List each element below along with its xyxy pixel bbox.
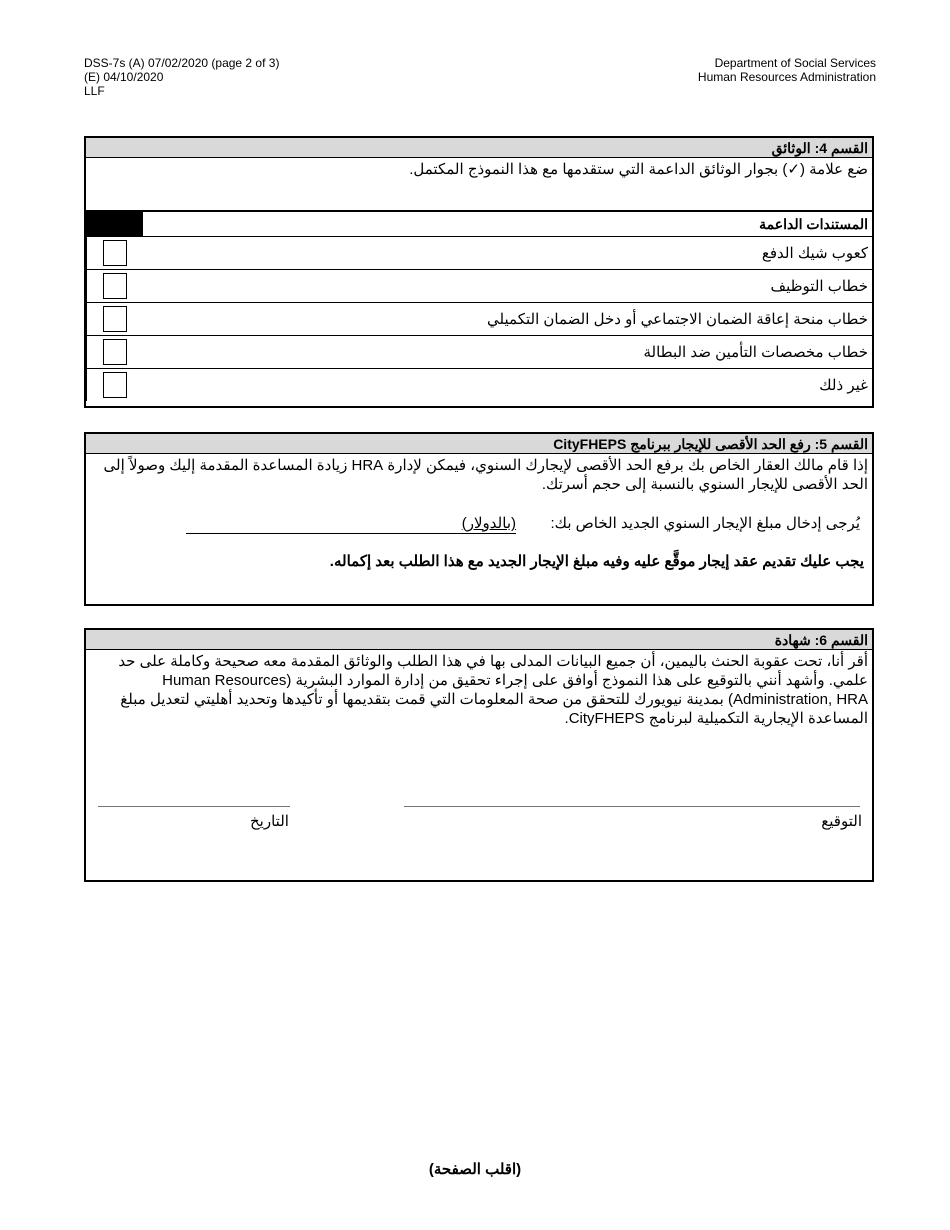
date-label: التاريخ xyxy=(250,813,289,830)
document-checkbox[interactable] xyxy=(103,273,127,299)
section-4-instruction: ضع علامة (✓) بجوار الوثائق الداعمة التي ستقدمها مع هذا النموذج المكتمل. xyxy=(409,161,868,178)
document-label: خطاب مخصصات التأمين ضد البطالة xyxy=(143,336,872,369)
form-id-line: DSS-7s (A) 07/02/2020 (page 2 of 3) xyxy=(84,56,280,70)
document-row xyxy=(87,336,873,369)
document-row xyxy=(87,270,873,303)
documents-header-checkcol xyxy=(87,211,144,237)
section-6-title: القسم 6: شهادة xyxy=(86,630,872,650)
section-5-rent-increase xyxy=(84,432,874,606)
section-4-documents xyxy=(84,136,874,408)
document-label: خطاب منحة إعاقة الضمان الاجتماعي أو دخل الضمان التكميلي xyxy=(143,303,872,336)
document-checkbox[interactable] xyxy=(103,339,127,365)
document-label: خطاب التوظيف xyxy=(143,270,872,303)
section-4-title: القسم 4: الوثائق xyxy=(86,138,872,158)
agency-subname: Human Resources Administration xyxy=(697,70,876,84)
section-6-paragraph: أقر أنا، تحت عقوبة الحنث باليمين، أن جميع البيانات المدلى بها في هذا الطلب والوثائق المقدمة معه صحيحة وكاملة على حد علمي. وأشهد أنني بالتوقيع على هذا النموذج أوافق على إجراء تحقيق من إدارة الموارد البشرية (Human Resources Administration, HRA) بمدينة نيويورك للتحقق من صحة المعلومات التي قمت بتقديمها أو تأكيدها وتحديد أهليتي لتعديل مبلغ المساعدة الإيجارية التكميلية لبرنامج CityFHEPS. xyxy=(118,653,868,727)
turn-page-note: (اقلب الصفحة) xyxy=(428,1161,522,1178)
section-5-notice: يجب عليك تقديم عقد إيجار موقَّع عليه وفيه مبلغ الإيجار الجديد مع هذا الطلب بعد إكماله. xyxy=(329,553,864,570)
document-label: كعوب شيك الدفع xyxy=(143,237,872,270)
section-6-certification xyxy=(84,628,874,882)
document-checkbox[interactable] xyxy=(103,240,127,266)
documents-header-label: المستندات الداعمة xyxy=(143,211,872,237)
rent-amount-row xyxy=(86,508,872,548)
rent-unit: (بالدولار) xyxy=(461,515,516,532)
form-id-block xyxy=(84,56,279,98)
document-checkbox[interactable] xyxy=(103,372,127,398)
document-label: غير ذلك xyxy=(143,369,872,402)
document-row xyxy=(87,237,873,270)
documents-table-header xyxy=(87,211,873,237)
agency-block xyxy=(698,56,876,84)
document-row xyxy=(87,369,873,402)
signature-label: التوقيع xyxy=(821,813,862,830)
document-checkbox[interactable] xyxy=(103,306,127,332)
rent-prompt: يُرجى إدخال مبلغ الإيجار السنوي الجديد الخاص بك: xyxy=(550,515,860,532)
section-5-paragraph: إذا قام مالك العقار الخاص بك برفع الحد الأقصى لإيجارك السنوي، فيمكن لإدارة HRA زيادة المساعدة المقدمة إليك وصولاً إلى الحد الأقصى للإيجار السنوي بالنسبة إلى حجم أسرتك. xyxy=(103,457,868,493)
documents-table xyxy=(86,210,872,401)
agency-name: Department of Social Services xyxy=(714,56,876,70)
form-edition-line: (E) 04/10/2020 xyxy=(84,70,164,84)
rent-amount-field[interactable] xyxy=(186,514,516,534)
document-row xyxy=(87,303,873,336)
form-code-line: LLF xyxy=(84,84,105,98)
section-5-title: القسم 5: رفع الحد الأقصى للإيجار ببرنامج CityFHEPS xyxy=(86,434,872,454)
signature-line[interactable] xyxy=(404,806,860,807)
date-line[interactable] xyxy=(98,806,290,807)
